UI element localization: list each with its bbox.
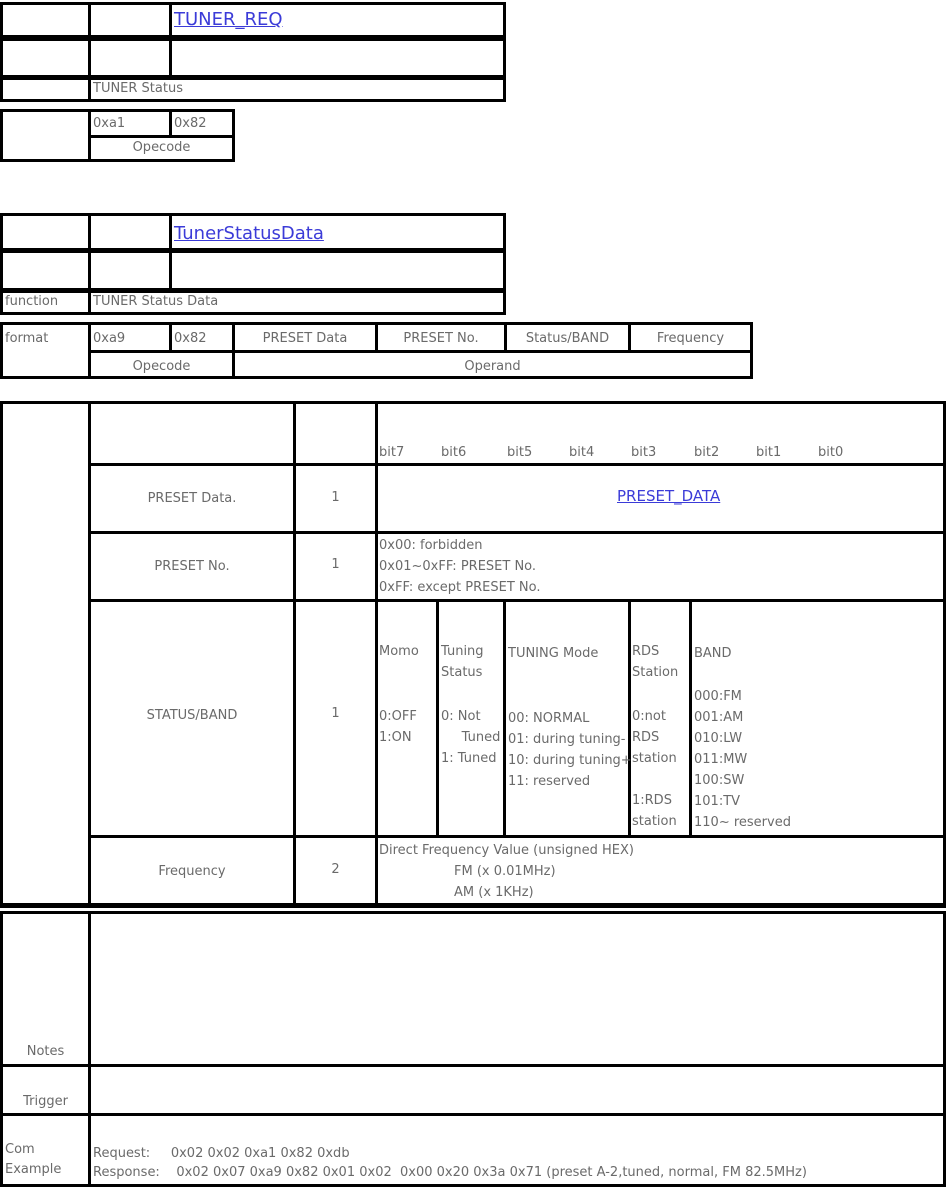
- trigger-label: Trigger: [23, 1094, 68, 1109]
- tuning-status-values: 0: Not Tuned 1: Tuned: [441, 709, 501, 766]
- row-status-band-name: STATUS/BAND: [146, 708, 238, 723]
- opcode-value-1: 0xa1: [93, 116, 126, 131]
- row-frequency-size: 2: [331, 862, 340, 877]
- divider: [88, 835, 946, 838]
- row-preset-data-name: PRESET Data.: [147, 491, 237, 506]
- bit0-label: bit0: [818, 445, 844, 460]
- com-label-line1: Com: [5, 1142, 35, 1157]
- divider: [169, 213, 172, 291]
- format-opcode-1: 0xa9: [93, 331, 126, 346]
- band-title: BAND: [694, 646, 732, 661]
- format-preset-no: PRESET No.: [403, 331, 479, 346]
- divider: [88, 531, 946, 534]
- momo-title: Momo: [379, 644, 419, 659]
- bit5-label: bit5: [507, 445, 533, 460]
- rds-values: 0:not RDS station 1:RDS station: [632, 709, 677, 829]
- divider: [169, 109, 172, 137]
- notes-label: Notes: [26, 1044, 65, 1059]
- divider: [88, 911, 91, 1187]
- bit6-label: bit6: [441, 445, 467, 460]
- divider: [0, 1064, 946, 1067]
- tuning-mode-title: TUNING Mode: [508, 646, 599, 661]
- request-example: Request: 0x02 0x02 0xa1 0x82 0xdb: [93, 1146, 350, 1161]
- bit2-label: bit2: [694, 445, 720, 460]
- row-preset-no-name: PRESET No.: [154, 559, 230, 574]
- row-preset-data-size: 1: [331, 490, 340, 505]
- divider: [436, 599, 439, 837]
- bit3-label: bit3: [631, 445, 657, 460]
- row-preset-no-size: 1: [331, 557, 340, 572]
- frequency-desc-3: AM (x 1KHz): [454, 885, 534, 900]
- preset-no-desc-2: 0x01~0xFF: PRESET No.: [379, 559, 537, 574]
- divider: [88, 350, 753, 353]
- divider: [88, 213, 91, 315]
- function-text: TUNER Status: [93, 81, 183, 96]
- divider: [0, 903, 946, 906]
- tuning-mode-values: 00: NORMAL 01: during tuning- 10: during tuning+ 11: reserved: [508, 711, 632, 789]
- preset-no-desc-3: 0xFF: except PRESET No.: [379, 580, 541, 595]
- frame: [0, 250, 506, 291]
- com-label-line2: Example: [5, 1162, 62, 1177]
- preset-data-link[interactable]: PRESET_DATA: [617, 487, 721, 505]
- tuning-status-title: Tuning Status: [441, 644, 484, 680]
- opcode-value-2: 0x82: [174, 116, 207, 131]
- rds-title: RDS Station: [632, 644, 679, 680]
- format-opcode-2: 0x82: [174, 331, 207, 346]
- opcode-label: Opecode: [132, 140, 191, 155]
- divider: [88, 401, 91, 908]
- format-label: format: [5, 331, 49, 346]
- format-preset-data: PRESET Data: [262, 331, 348, 346]
- divider: [0, 1113, 946, 1116]
- divider: [88, 599, 946, 602]
- bit4-label: bit4: [569, 445, 595, 460]
- response-example: Response: 0x02 0x07 0xa9 0x82 0x01 0x02 0x00 0x20 0x3a 0x71 (preset A-2,tuned, normal, FM 82.5MHz): [93, 1165, 807, 1180]
- tuner-status-data-link[interactable]: TunerStatusData: [174, 223, 324, 244]
- frequency-desc-1: Direct Frequency Value (unsigned HEX): [379, 843, 634, 858]
- format-opcode-label: Opecode: [132, 359, 191, 374]
- divider: [503, 599, 506, 837]
- momo-values: 0:OFF 1:ON: [379, 709, 417, 745]
- row-status-band-size: 1: [331, 706, 340, 721]
- format-frequency: Frequency: [656, 331, 725, 346]
- band-values: 000:FM 001:AM 010:LW 011:MW 100:SW 101:TV 110~ reserved: [694, 689, 791, 830]
- function-text: TUNER Status Data: [93, 294, 219, 309]
- divider: [169, 322, 172, 352]
- format-operand-label: Operand: [464, 359, 521, 374]
- tuner-req-link[interactable]: TUNER_REQ: [174, 9, 283, 30]
- bit1-label: bit1: [756, 445, 782, 460]
- function-label: function: [5, 294, 59, 309]
- frequency-desc-2: FM (x 0.01MHz): [454, 864, 556, 879]
- divider: [375, 401, 378, 908]
- divider: [293, 401, 296, 908]
- divider: [88, 463, 946, 466]
- frame: [0, 38, 506, 78]
- divider: [689, 599, 692, 837]
- bit7-label: bit7: [379, 445, 405, 460]
- row-frequency-name: Frequency: [158, 864, 226, 879]
- format-status-band: Status/BAND: [525, 331, 610, 346]
- frame: [0, 77, 506, 102]
- divider: [88, 135, 235, 138]
- preset-no-desc-1: 0x00: forbidden: [379, 538, 483, 553]
- frame: [0, 290, 506, 315]
